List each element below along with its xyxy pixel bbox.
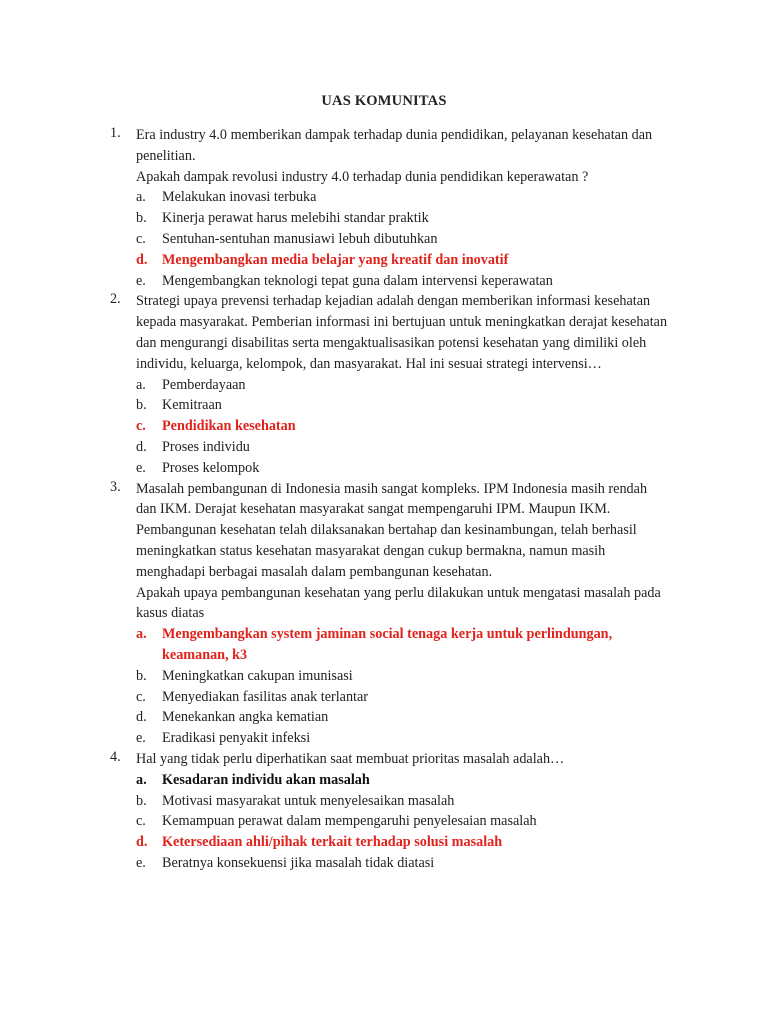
option-letter: e. [136,730,146,747]
option-letter: e. [136,272,146,289]
option-text: Kemampuan perawat dalam mempengaruhi penyelesaian masalah [162,813,537,830]
option-b [136,666,670,687]
option-e [136,458,670,479]
question-prompt: Apakah upaya pembangunan kesehatan yang perlu dilakukan untuk mengatasi masalah pada kasus diatas [136,584,661,622]
question-2 [110,291,670,478]
option-e [136,728,670,749]
question-prompt: Apakah dampak revolusi industry 4.0 terhadap dunia pendidikan keperawatan ? [136,168,589,185]
option-a [136,624,670,666]
option-d [136,437,670,458]
option-e [136,271,670,292]
question-number: 3. [110,478,121,495]
option-text: Kinerja perawat harus melebihi standar praktik [162,210,429,227]
option-text: Mengembangkan teknologi tepat guna dalam intervensi keperawatan [162,272,553,289]
option-letter: c. [136,418,146,435]
question-1 [110,125,670,291]
option-text: Mengembangkan system jaminan social tenaga kerja untuk perlindungan, keamanan, k3 [162,626,613,663]
option-letter: a. [136,376,146,393]
option-letter: a. [136,626,147,643]
option-text: Sentuhan-sentuhan manusiawi lebuh dibutuhkan [162,230,438,247]
option-text: Kesadaran individu akan masalah [162,771,370,788]
option-text: Pemberdayaan [162,376,246,393]
option-text: Melakukan inovasi terbuka [162,189,317,206]
question-text: Strategi upaya prevensi terhadap kejadian adalah dengan memberikan informasi kesehatan kepada masyarakat. Pemberian informasi ini bertujuan untuk meningkatkan derajat kesehatan dan mengurangi disabilitas serta mengaktualisasikan potensi kesehatan yang dimiliki oleh individu, keluarga, kelompok, dan masyarakat. Hal ini sesuai strategi intervensi… [136,293,668,372]
option-letter: b. [136,667,147,684]
option-text: Beratnya konsekuensi jika masalah tidak diatasi [162,854,435,871]
option-letter: d. [136,834,148,851]
option-a [136,770,670,791]
question-text: Era industry 4.0 memberikan dampak terhadap dunia pendidikan, pelayanan kesehatan dan penelitian. [136,127,653,164]
option-text: Proses individu [162,438,250,455]
option-text: Motivasi masyarakat untuk menyelesaikan masalah [162,792,455,809]
option-text: Proses kelompok [162,459,260,476]
option-text: Menekankan angka kematian [162,709,329,726]
option-a [136,187,670,208]
question-number: 1. [110,125,121,141]
option-text: Mengembangkan media belajar yang kreatif dan inovatif [162,251,509,268]
option-letter: b. [136,792,147,809]
option-b [136,208,670,229]
question-number: 2. [110,291,121,308]
option-c [136,811,670,832]
option-letter: a. [136,189,146,206]
question-text: Masalah pembangunan di Indonesia masih sangat kompleks. IPM Indonesia masih rendah dan IKM. Derajat kesehatan masyarakat sangat mempengaruhi IPM. Maupun IKM. Pembangunan kesehatan telah dilaksanakan bertahap dan kesinambungan, telah berhasil meningkatkan status kesehatan masyarakat dengan cukup bermakna, namun masih menghadapi berbagai masalah dalam pembangunan kesehatan. [136,480,648,580]
option-a [136,375,670,396]
option-text: Pendidikan kesehatan [162,418,296,435]
option-letter: c. [136,813,146,830]
option-c [136,229,670,250]
option-c [136,416,670,437]
option-e [136,853,670,874]
question-number: 4. [110,748,121,765]
option-b [136,395,670,416]
option-text: Menyediakan fasilitas anak terlantar [162,688,369,705]
option-c [136,687,670,708]
option-text: Kemitraan [162,397,222,414]
option-d [136,832,670,853]
option-letter: b. [136,397,147,414]
option-b [136,791,670,812]
option-text: Eradikasi penyakit infeksi [162,730,311,747]
option-letter: d. [136,251,148,268]
question-4 [110,749,670,874]
option-letter: c. [136,688,146,705]
question-list [110,125,670,874]
option-letter: e. [136,459,146,476]
option-d [136,250,670,271]
option-text: Ketersediaan ahli/pihak terkait terhadap solusi masalah [162,834,503,851]
option-letter: e. [136,854,146,871]
option-letter: d. [136,438,147,455]
question-3 [110,479,670,749]
option-text: Meningkatkan cakupan imunisasi [162,667,353,684]
option-letter: a. [136,771,147,788]
option-d [136,707,670,728]
question-text: Hal yang tidak perlu diperhatikan saat membuat prioritas masalah adalah… [136,750,565,767]
page-title: UAS KOMUNITAS [321,93,447,109]
option-letter: c. [136,230,146,247]
option-letter: b. [136,210,147,227]
option-letter: d. [136,709,147,726]
